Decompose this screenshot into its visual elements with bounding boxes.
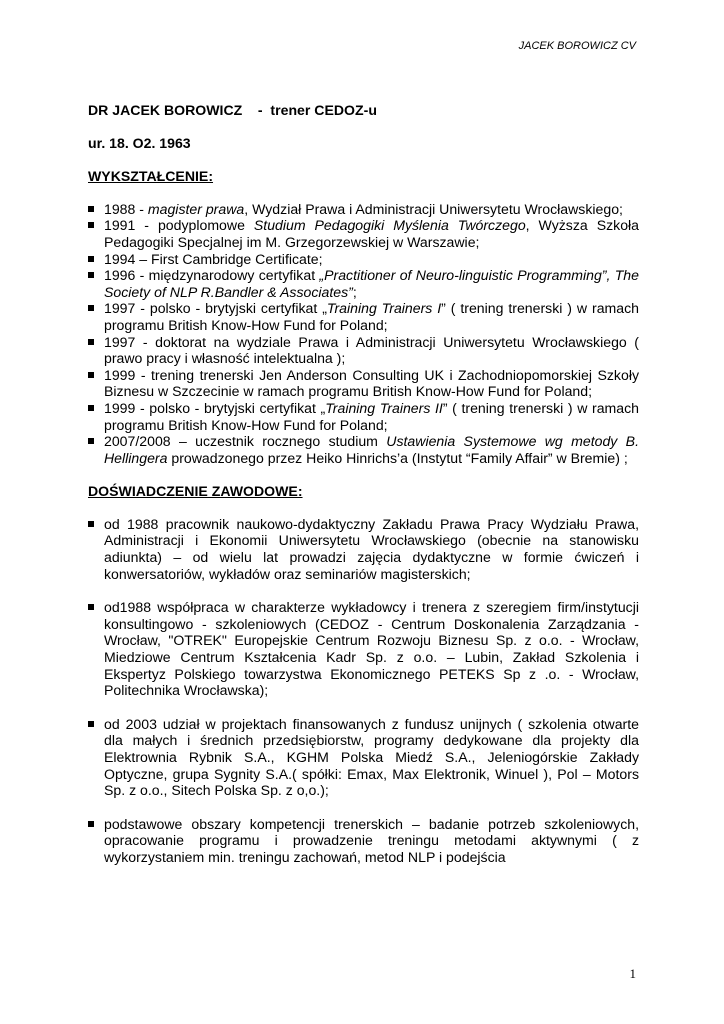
education-item: 1991 - podyplomowe Studium Pedagogiki Myślenia Twórczego, Wyższa Szkoła Pedagogiki Specjalnej im M. Grzegorzewskiej w Warszawie; [88, 217, 639, 250]
education-item: 1999 - trening trenerski Jen Anderson Consulting UK i Zachodniopomorskiej Szkoły Biznesu w Szczecinie w ramach programu British Know-How Fund for Poland; [88, 367, 639, 400]
education-item: 1996 - międzynarodowy certyfikat „Practitioner of Neuro-linguistic Programming”, The Society of NLP R.Bandler & Associates”; [88, 267, 639, 300]
square-bullet-icon [88, 821, 94, 827]
page-number: 1 [629, 966, 636, 981]
experience-heading: DOŚWIADCZENIE ZAWODOWE: [88, 483, 303, 500]
education-heading: WYKSZTAŁCENIE: [88, 168, 214, 185]
education-item: 1997 - polsko - brytyjski certyfikat „Training Trainers I” ( trening trenerski ) w ramach programu British Know-How Fund for Poland; [88, 300, 639, 333]
square-bullet-icon [88, 222, 94, 228]
document-body [88, 102, 639, 883]
education-item: 1988 - magister prawa, Wydział Prawa i Administracji Uniwersytetu Wrocławskiego; [88, 201, 639, 218]
square-bullet-icon [88, 405, 94, 411]
square-bullet-icon [88, 305, 94, 311]
education-item: 1997 - doktorat na wydziale Prawa i Administracji Uniwersytetu Wrocławskiego ( prawo pracy i własność intelektualna ); [88, 334, 639, 367]
square-bullet-icon [88, 372, 94, 378]
experience-item: od 2003 udział w projektach finansowanych z fundusz unijnych ( szkolenia otwarte dla małych i średnich przedsiębiorstw, programy dedykowane dla projekty dla Elektrownia Rybnik S.A., KGHM Polska Miedź S.A., Jeleniogórskie Zakłady Optyczne, grupa Sygnity S.A.( spółki: Emax, Max Elektronik, Winuel ), Pol – Motors Sp. z o.o., Sitech Polska Sp. z o,o.); [88, 716, 639, 799]
square-bullet-icon [88, 604, 94, 610]
education-item: 1994 – First Cambridge Certificate; [88, 251, 639, 268]
education-item: 2007/2008 – uczestnik rocznego studium Ustawienia Systemowe wg metody B. Hellingera prowadzonego przez Heiko Hinrichs’a (Instytut “Family Affair” w Bremie) ; [88, 433, 639, 466]
square-bullet-icon [88, 272, 94, 278]
experience-list [88, 516, 639, 866]
experience-item: podstawowe obszary kompetencji trenerskich – badanie potrzeb szkoleniowych, opracowanie programu i prowadzenie treningu metodami aktywnymi ( z wykorzystaniem min. treningu zachowań, metod NLP i podejścia [88, 816, 639, 866]
experience-item: od1988 współpraca w charakterze wykładowcy i trenera z szeregiem firm/instytucji konsultingowo - szkoleniowych (CEDOZ - Centrum Doskonalenia Zarządzania - Wrocław, "OTREK" Europejskie Centrum Rozwoju Biznesu Sp. z o.o. - Wrocław, Miedziowe Centrum Kształcenia Kadr Sp. z o.o. – Lubin, Zakład Szkolenia i Ekspertyz Polskiego towarzystwa Ekonomicznego PETEKS Sp z .o. - Wrocław, Politechnika Wrocławska); [88, 599, 639, 699]
square-bullet-icon [88, 521, 94, 527]
experience-item: od 1988 pracownik naukowo-dydaktyczny Zakładu Prawa Pracy Wydziału Prawa, Administracji i Ekonomii Uniwersytetu Wrocławskiego (obecnie na stanowisku adiunkta) – od wielu lat prowadzi zajęcia dydaktyczne w formie ćwiczeń i konwersatoriów, wykładów oraz seminariów magisterskich; [88, 516, 639, 582]
education-item: 1999 - polsko - brytyjski certyfikat „Training Trainers II” ( trening trenerski ) w ramach programu British Know-How Fund for Poland; [88, 400, 639, 433]
square-bullet-icon [88, 721, 94, 727]
document-title: DR JACEK BOROWICZ - trener CEDOZ-u [88, 102, 377, 118]
square-bullet-icon [88, 339, 94, 345]
education-list [88, 201, 639, 467]
square-bullet-icon [88, 206, 94, 212]
square-bullet-icon [88, 438, 94, 444]
birth-date: ur. 18. O2. 1963 [88, 134, 191, 151]
running-header: JACEK BOROWICZ CV [518, 40, 636, 52]
square-bullet-icon [88, 256, 94, 262]
